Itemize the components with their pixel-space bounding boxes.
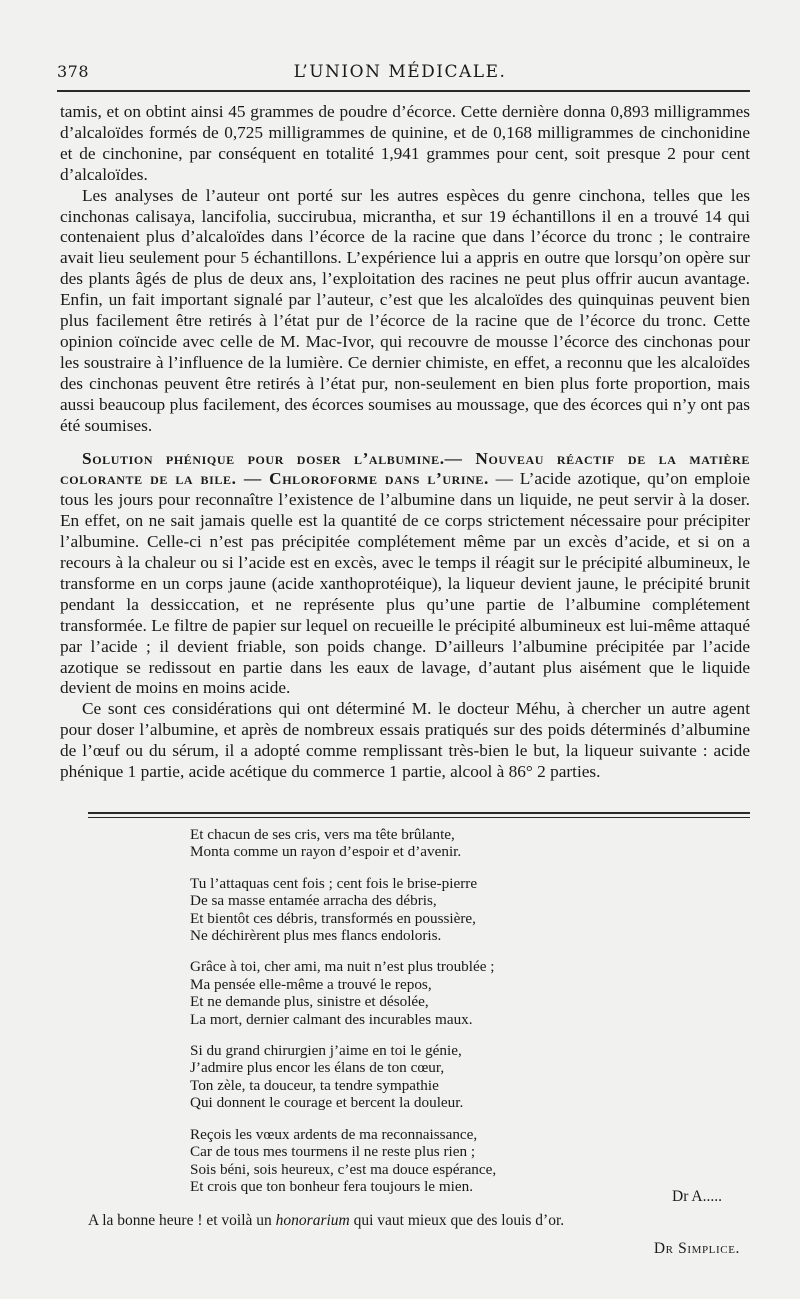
section-divider-thin: [88, 817, 750, 818]
poem-line: De sa masse entamée arracha des débris,: [190, 892, 437, 910]
poem-stanza: [190, 1126, 610, 1196]
poem-line: Car de tous mes tourmens il ne reste plus rien ;: [190, 1143, 476, 1161]
closing-remark: [88, 1212, 748, 1230]
poem-line: Si du grand chirurgien j’aime en toi le génie,: [190, 1042, 462, 1060]
paragraph-phenic-solution: [60, 449, 750, 700]
section-gap: [60, 437, 750, 449]
page-number: 378: [57, 62, 90, 81]
header-rule: [57, 90, 750, 92]
poem-line: Ma pensée elle-même a trouvé le repos,: [190, 975, 432, 993]
poem-line: La mort, dernier calmant des incurables maux.: [190, 1010, 473, 1028]
poem-line: Ne déchirèrent plus mes flancs endoloris.: [190, 927, 442, 945]
closing-text-start: A la bonne heure ! et voilà un: [88, 1212, 276, 1229]
poem-stanza: [190, 1042, 610, 1112]
closing-text-end: qui vaut mieux que des louis d’or.: [349, 1212, 565, 1229]
poem-line: Et ne demande plus, sinistre et désolée,: [190, 993, 429, 1011]
poem-line: Grâce à toi, cher ami, ma nuit n’est plus troublée ;: [190, 958, 495, 976]
poem-line: J’admire plus encor les élans de ton cœur,: [190, 1059, 445, 1077]
poem-line: Monta comme un rayon d’espoir et d’avenir.: [190, 843, 462, 861]
poem-stanza: [190, 826, 610, 861]
running-title: L’UNION MÉDICALE.: [293, 62, 507, 82]
poem-line: Et crois que ton bonheur fera toujours le mien.: [190, 1177, 474, 1195]
poem-line: Qui donnent le courage et bercent la douleur.: [190, 1094, 464, 1112]
poem-line: Tu l’attaquas cent fois ; cent fois le brise-pierre: [190, 874, 478, 892]
section-heading: Solution phénique pour doser l’albumine.— Nouveau réactif de la matière colorante de la bile. — Chloroforme dans l’urine.: [60, 448, 750, 489]
section-divider: [88, 812, 750, 814]
poem-stanza: [190, 958, 610, 1028]
article-body: [60, 102, 750, 783]
closing-italic-word: honorarium: [275, 1212, 350, 1229]
poem-stanza: [190, 875, 610, 945]
poem-line: Reçois les vœux ardents de ma reconnaissance,: [190, 1125, 478, 1143]
section-body: — L’acide azotique, qu’on emploie tous les jours pour reconnaître l’existence de l’albumine dans un liquide, ne peut servir à la doser. En effet, on ne sait jamais quelle est la quantité de ce corps strictement nécessaire pour précipiter l’albumine. Celle-ci n’est pas précipitée complétement même par un excès d’acide, et si on a recours à la chaleur ou si l’acide est en excès, avec le temps il réagit sur le précipité albumineux, le transforme en un corps jaune (acide xanthoprotéique), la liqueur devient jaune, le précipité brunit pendant la dessiccation, et ne représente plus qu’une partie de l’albumine complétement transformée. Le filtre de papier sur lequel on recueille le précipité albumineux est lui-même attaqué par l’acide ; il devient friable, son poids change. D’ailleurs l’albumine précipitée par l’acide azotique se redissout en partie dans les eaux de lavage, d’autant plus aisément que le liquide devient de moins en moins acide.: [60, 469, 750, 698]
paragraph-alkaloid-yield: tamis, et on obtint ainsi 45 grammes de poudre d’écorce. Cette dernière donna 0,893 milligrammes d’alcaloïdes formés de 0,725 milligrammes de quinine, et de 0,168 milligrammes de cinchonidine et de cinchonine, par conséquent en totalité 1,941 grammes pour cent, soit presque 2 pour cent d’alcaloïdes.: [60, 102, 750, 184]
poem-line: Sois béni, sois heureux, c’est ma douce espérance,: [190, 1160, 497, 1178]
poem-line: Ton zèle, ta douceur, ta tendre sympathie: [190, 1076, 439, 1094]
poem: [190, 826, 610, 1209]
poem-signature: Dr A.....: [672, 1188, 722, 1205]
paragraph-mehu-reagent: Ce sont ces considérations qui ont déterminé M. le docteur Méhu, à chercher un autre agent pour doser l’albumine, et après de nombreux essais pratiqués sur des poids déterminés d’albumine de l’œuf ou du sérum, il a adopté comme remplissant très-bien le but, la liqueur suivante : acide phénique 1 partie, acide acétique du commerce 1 partie, alcool à 86° 2 parties.: [60, 699, 750, 782]
paragraph-cinchona-analyses: Les analyses de l’auteur ont porté sur les autres espèces du genre cinchona, telles que les cinchonas calisaya, lancifolia, succirubua, micrantha, et sur 19 échantillons il en a trouvé 14 qui contenaient plus d’alcaloïdes dans l’écorce de la racine que dans l’écorce du tronc ; le contraire avait lieu seulement pour 5 échantillons. L’expérience lui a appris en outre que lorsqu’on opère sur des plants âgés de plus de deux ans, l’exploitation des racines ne peut plus offrir aucun avantage. Enfin, un fait important signalé par l’auteur, c’est que les alcaloïdes des quinquinas peuvent bien plus facilement être retirés à l’état pur de l’écorce de la racine que de l’écorce du tronc. Cette opinion coïncide avec celle de M. Mac-Ivor, qui recouvre de mousse l’écorce des cinchonas pour les soustraire à l’influence de la lumière. Ce dernier chimiste, en effet, a reconnu que les alcaloïdes des cinchonas peuvent être retirés à l’état pur, non-seulement en bien plus forte proportion, mais aussi beaucoup plus facilement, des écorces soumises au moussage, que des écorces qui n’y ont pas été soumises.: [60, 185, 750, 435]
final-signature: Dr Simplice.: [653, 1240, 740, 1257]
poem-line: Et chacun de ses cris, vers ma tête brûlante,: [190, 826, 455, 843]
poem-line: Et bientôt ces débris, transformés en poussière,: [190, 909, 476, 927]
